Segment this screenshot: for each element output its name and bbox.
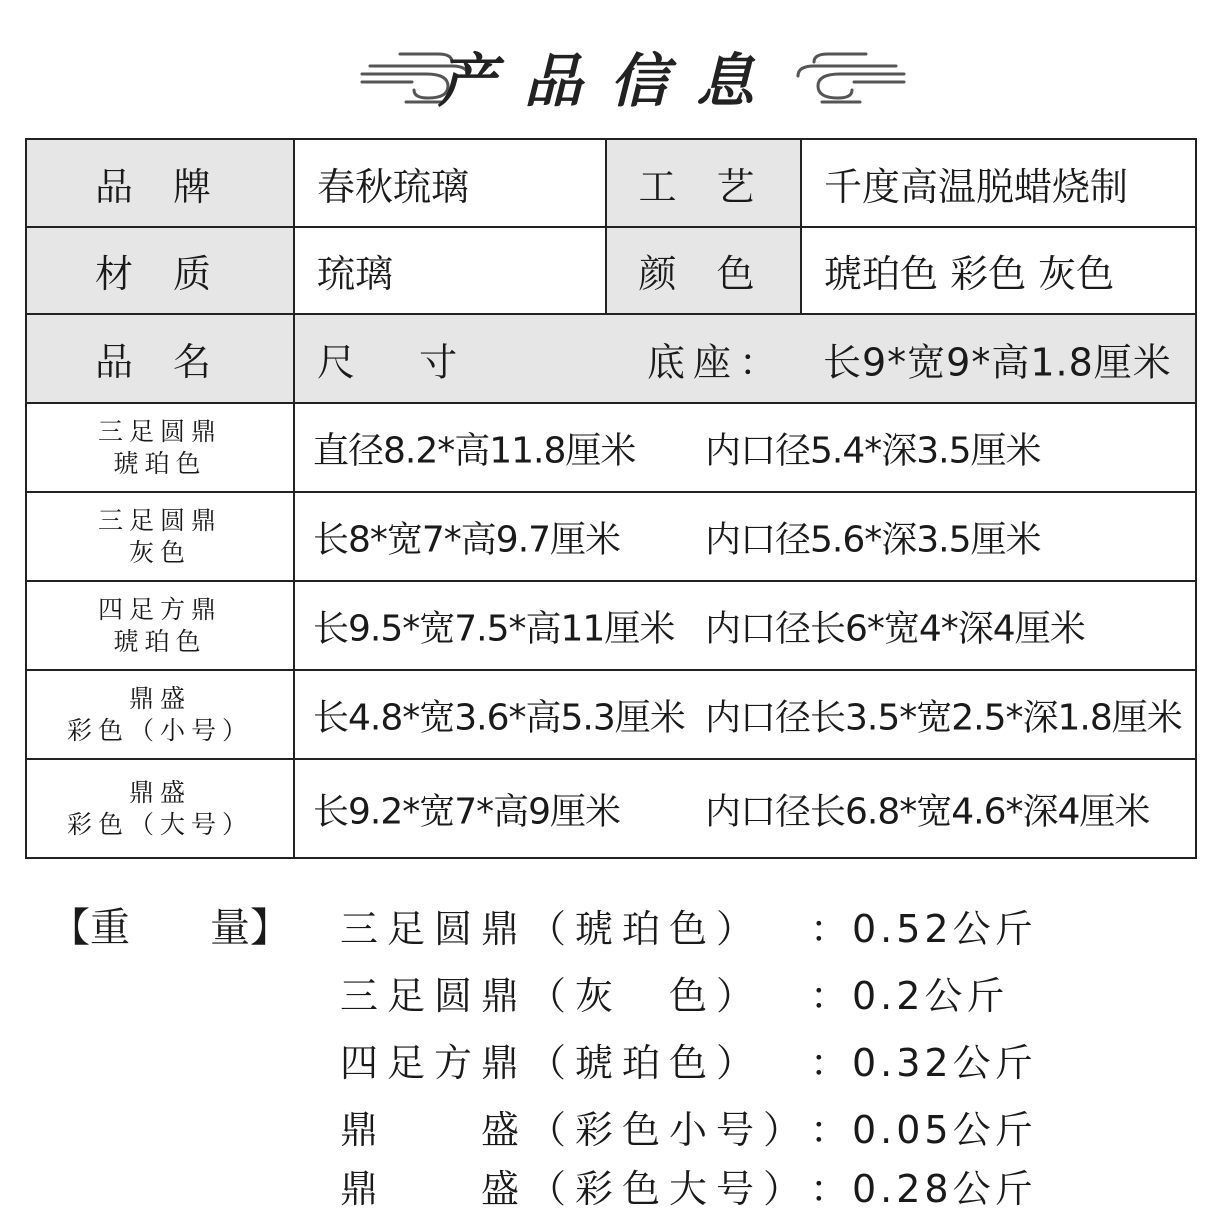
weight-label: 【重 量】 [50, 905, 290, 951]
inner-size: 内口径5.4*深3.5厘米 [705, 430, 1041, 471]
base-value: 长9*宽9*高1.8厘米 [823, 340, 1172, 384]
craft-value: 千度高温脱蜡烧制 [801, 139, 1196, 227]
inner-size: 内口径长6*宽4*深4厘米 [705, 608, 1085, 649]
product-name [26, 492, 294, 581]
weight-section [0, 888, 1220, 1212]
weight-item-colon: ： [810, 1108, 849, 1152]
weight-item-colon: ： [810, 974, 849, 1018]
product-name [26, 581, 294, 670]
weight-item-name: 鼎 盛（彩色大号） [340, 1167, 811, 1211]
color-value: 琥珀色 彩色 灰色 [801, 227, 1196, 314]
base-label: 底座： [647, 340, 786, 384]
product-name-line1: 四足方鼎 [97, 594, 222, 624]
product-size [294, 759, 1196, 858]
weight-item-colon: ： [810, 1167, 849, 1211]
table-row [26, 581, 1196, 670]
table-row [26, 139, 1196, 227]
table-header-row [26, 314, 1196, 403]
weight-item-name: 鼎 盛（彩色小号） [340, 1108, 811, 1152]
inner-size: 内口径长3.5*宽2.5*深1.8厘米 [705, 697, 1182, 738]
product-size [294, 492, 1196, 581]
weight-item-value: 0.32公斤 [852, 1041, 1037, 1085]
product-name-header: 品 名 [26, 314, 294, 403]
product-size [294, 670, 1196, 759]
material-label: 材 质 [26, 227, 294, 314]
table-row [26, 227, 1196, 314]
product-name-line2: 琥珀色 [113, 626, 207, 656]
product-name-line2: 灰色 [128, 537, 191, 567]
inner-size: 内口径5.6*深3.5厘米 [705, 519, 1041, 560]
page-title: 产品信息 [437, 47, 782, 115]
product-name-line1: 鼎盛 [128, 683, 191, 713]
table-row [26, 492, 1196, 581]
weight-item-value: 0.52公斤 [852, 907, 1037, 951]
size-header-label: 尺 寸 [317, 340, 484, 384]
product-name [26, 403, 294, 492]
product-info-table [25, 138, 1197, 859]
outer-size: 长8*宽7*高9.7厘米 [313, 519, 621, 560]
outer-size: 直径8.2*高11.8厘米 [313, 430, 636, 471]
brand-value: 春秋琉璃 [294, 139, 606, 227]
outer-size: 长9.5*宽7.5*高11厘米 [313, 608, 675, 649]
material-value: 琉璃 [294, 227, 606, 314]
weight-item-name: 四足方鼎（琥珀色） [340, 1041, 764, 1085]
weight-item-value: 0.05公斤 [852, 1108, 1037, 1152]
product-name-line2: 彩色（大号） [66, 809, 253, 839]
table-row [26, 670, 1196, 759]
table-row [26, 759, 1196, 858]
brand-label: 品 牌 [26, 139, 294, 227]
product-name [26, 759, 294, 858]
weight-item-colon: ： [810, 1041, 849, 1085]
craft-label: 工 艺 [606, 139, 801, 227]
product-name-line1: 三足圆鼎 [97, 416, 222, 446]
table-row [26, 403, 1196, 492]
color-label: 颜 色 [606, 227, 801, 314]
outer-size: 长4.8*宽3.6*高5.3厘米 [313, 697, 685, 738]
outer-size: 长9.2*宽7*高9厘米 [313, 791, 621, 832]
weight-item-value: 0.28公斤 [852, 1167, 1037, 1211]
product-name-line2: 琥珀色 [113, 448, 207, 478]
product-size [294, 403, 1196, 492]
weight-item-value: 0.2公斤 [852, 974, 1009, 1018]
product-size [294, 581, 1196, 670]
inner-size: 内口径长6.8*宽4.6*深4厘米 [705, 791, 1150, 832]
cloud-ornament-right-icon [790, 40, 910, 110]
title-section [0, 30, 1220, 120]
size-header [294, 314, 1196, 403]
product-name-line2: 彩色（小号） [66, 715, 253, 745]
product-name [26, 670, 294, 759]
product-name-line1: 鼎盛 [128, 777, 191, 807]
weight-item-name: 三足圆鼎（灰 色） [340, 974, 764, 1018]
product-name-line1: 三足圆鼎 [97, 505, 222, 535]
weight-item-colon: ： [810, 907, 849, 951]
weight-item-name: 三足圆鼎（琥珀色） [340, 907, 764, 951]
